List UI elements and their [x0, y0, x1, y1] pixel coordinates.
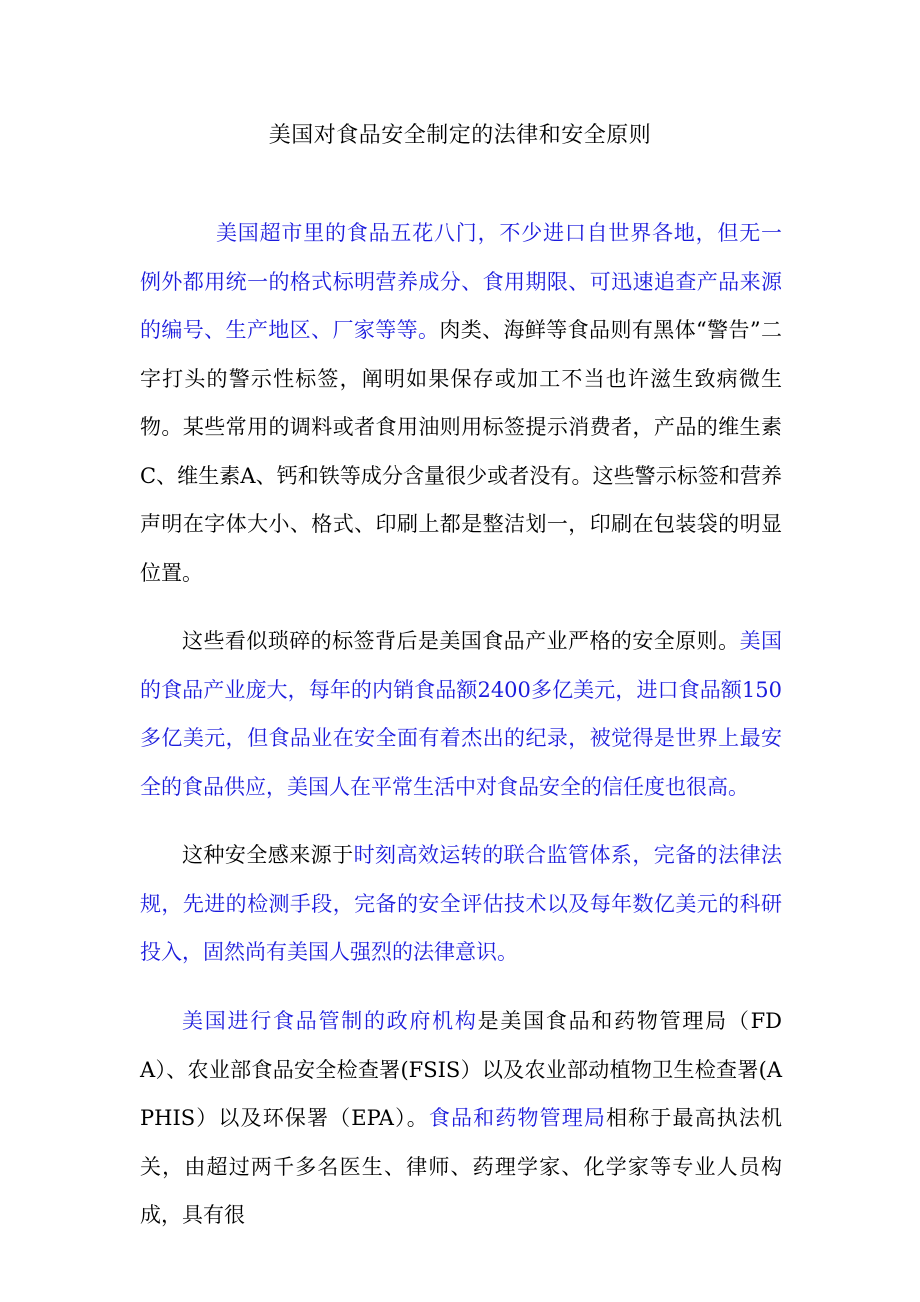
paragraph-3-segment-1: 这种安全感来源于	[182, 843, 354, 867]
paragraph-2-segment-1: 这些看似琐碎的标签背后是美国食品产业严格的安全原则。	[182, 629, 740, 653]
document-title: 美国对食品安全制定的法律和安全原则	[268, 123, 652, 148]
paragraph-3	[140, 831, 782, 977]
paragraph-1-segment-1: 美国超市里的食品五花八门，不少进口自世界各地，但无一例外都用统一的格式标明营养成分、食用期限、可迅速追查产品来源的编号、生产地区、厂家等等。	[140, 221, 782, 342]
paragraph-4-segment-3: 食品和药物管理局	[428, 1106, 607, 1130]
paragraph-1	[140, 209, 782, 597]
paragraph-4	[140, 997, 782, 1240]
paragraph-1-segment-2: 肉类、海鲜等食品则有黑体“警告”二字打头的警示性标签，阐明如果保存或加工不当也许滋生致病微生物。某些常用的调料或者食用油则用标签提示消费者，产品的维生素C、维生素A、钙和铁等成分含量很少或者没有。这些警示标签和营养声明在字体大小、格式、印刷上都是整洁划一，印刷在包装袋的明显位置。	[140, 318, 782, 585]
paragraph-4-segment-2: 是美国食品和药物管理局（FDA）、农业部食品安全检查署(FSIS）以及农业部动植物卫生检查署(APHIS）以及环保署（EPA）。	[140, 1009, 782, 1130]
paragraph-2	[140, 617, 782, 811]
paragraph-4-segment-4: 相称于最高执法机关，由超过两千多名医生、律师、药理学家、化学家等专业人员构成，具有很	[140, 1106, 783, 1227]
paragraph-4-segment-1: 美国进行食品管制的政府机构	[182, 1009, 478, 1033]
paragraph-2-segment-2: 美国的食品产业庞大，每年的内销食品额2400多亿美元，进口食品额150多亿美元，但食品业在安全面有着杰出的纪录，被觉得是世界上最安全的食品供应，美国人在平常生活中对食品安全的信任度也很高。	[140, 629, 783, 799]
paragraph-3-segment-2: 时刻高效运转的联合监管体系，完备的法律法规，先进的检测手段，完备的安全评估技术以及每年数亿美元的科研投入，固然尚有美国人强烈的法律意识。	[140, 843, 783, 964]
